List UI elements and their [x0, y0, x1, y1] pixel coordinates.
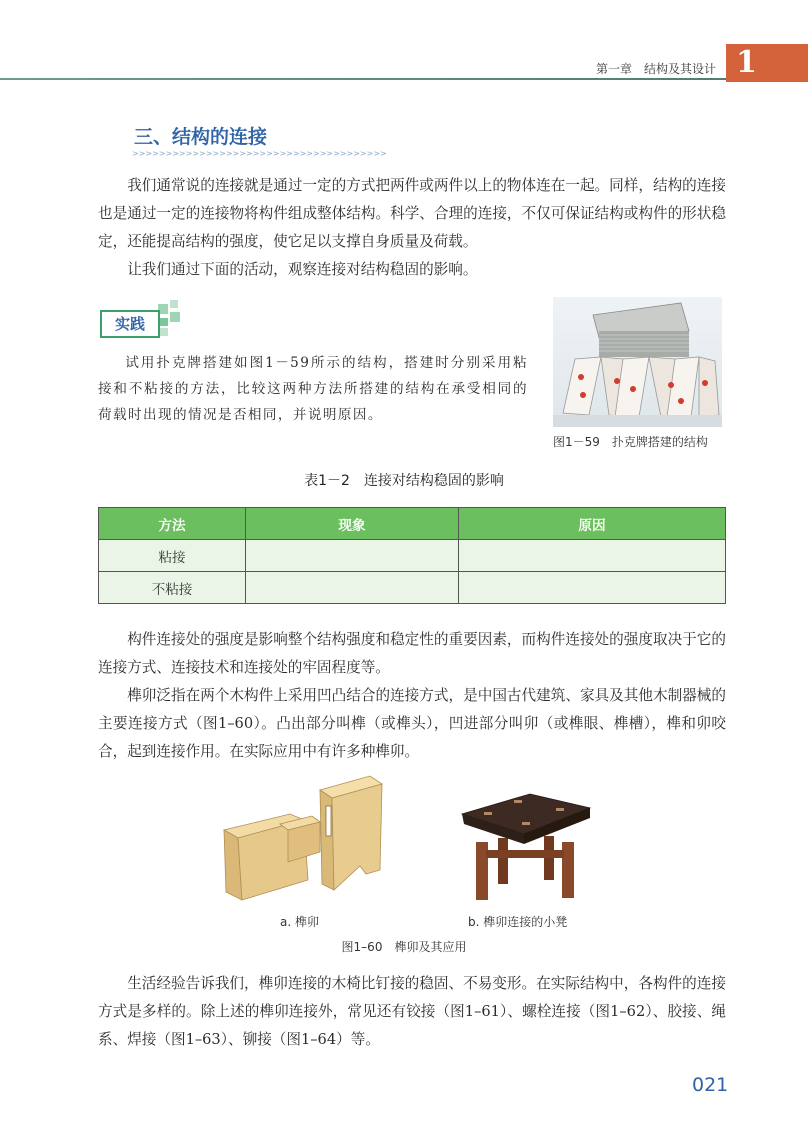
practice-badge: 实践 — [100, 310, 160, 338]
table-header-phenomenon: 现象 — [246, 508, 459, 540]
practice-text — [98, 350, 528, 428]
table-cell-reason — [459, 540, 726, 572]
intro-paragraph-2: 让我们通过下面的活动，观察连接对结构稳固的影响。 — [127, 261, 478, 278]
table-row — [99, 572, 726, 604]
mortise-tenon-illustration — [220, 770, 386, 900]
table-cell-reason — [459, 572, 726, 604]
practice-badge-group — [98, 298, 188, 338]
chapter-tab — [726, 44, 808, 82]
header-rule — [0, 78, 726, 80]
table-row — [99, 540, 726, 572]
table-cell-phenomenon — [246, 540, 459, 572]
table-cell-phenomenon — [246, 572, 459, 604]
closing-paragraph: 生活经验告诉我们，榫卯连接的木椅比钉接的稳固、不易变形。在实际结构中，各构件的连接方式是多样的。除上述的榫卯连接外，常见还有铰接（图1–61）、螺栓连接（图1–62）、胶接、绳系、焊接（图1–63）、铆接（图1–64）等。 — [98, 975, 726, 1048]
body-text — [98, 626, 726, 766]
intro-paragraph-1: 我们通常说的连接就是通过一定的方式把两件或两件以上的物体连在一起。同样，结构的连接也是通过一定的连接物将构件组成整体结构。科学、合理的连接，不仅可保证结构或构件的形状稳定，还能提高结构的强度，使它足以支撑自身质量及荷载。 — [98, 177, 726, 250]
intro-text — [98, 172, 726, 284]
card-house-illustration — [553, 297, 722, 427]
table-header-row — [99, 508, 726, 540]
table-header-method: 方法 — [99, 508, 246, 540]
decor-square — [170, 300, 178, 308]
decor-square — [160, 318, 168, 326]
section-title: 三、结构的连接 — [134, 126, 268, 148]
body-paragraph-2: 榫卯泛指在两个木构件上采用凹凸结合的连接方式，是中国古代建筑、家具及其他木制器械的主要连接方式（图1–60）。凸出部分叫榫（或榫头），凹进部分叫卯（或榫眼、榫槽），榫和卯咬合，起到连接作用。在实际应用中有许多种榫卯。 — [98, 687, 726, 760]
table-cell-method: 不粘接 — [99, 572, 246, 604]
table-title: 表1－2 连接对结构稳固的影响 — [304, 473, 504, 489]
running-header: 第一章 结构及其设计 — [595, 62, 716, 76]
page-number: 021 — [692, 1074, 729, 1096]
table-cell-method: 粘接 — [99, 540, 246, 572]
decor-square — [170, 312, 180, 322]
figure-59-caption: 图1－59 扑克牌搭建的结构 — [553, 435, 708, 449]
closing-text — [98, 970, 726, 1054]
table-header-reason: 原因 — [459, 508, 726, 540]
card-house-photo — [553, 297, 722, 427]
figure-60-caption: 图1–60 榫卯及其应用 — [341, 940, 467, 954]
decor-square — [160, 328, 168, 336]
connection-table — [98, 507, 726, 604]
body-paragraph-1: 构件连接处的强度是影响整个结构强度和稳定性的重要因素，而构件连接处的强度取决于它的连接方式、连接技术和连接处的牢固程度等。 — [98, 631, 726, 676]
chapter-number: 1 — [736, 45, 757, 80]
figure-60b-caption: b. 榫卯连接的小凳 — [468, 915, 568, 929]
section-underline-arrows: >>>>>>>>>>>>>>>>>>>>>>>>>>>>>>>>>>>>>> — [132, 149, 387, 158]
stool-illustration — [458, 780, 594, 905]
figure-60a-caption: a. 榫卯 — [280, 915, 319, 929]
practice-paragraph: 试用扑克牌搭建如图1－59所示的结构，搭建时分别采用粘接和不粘接的方法，比较这两种方法所搭建的结构在承受相同的荷载时出现的情况是否相同，并说明原因。 — [98, 355, 528, 423]
